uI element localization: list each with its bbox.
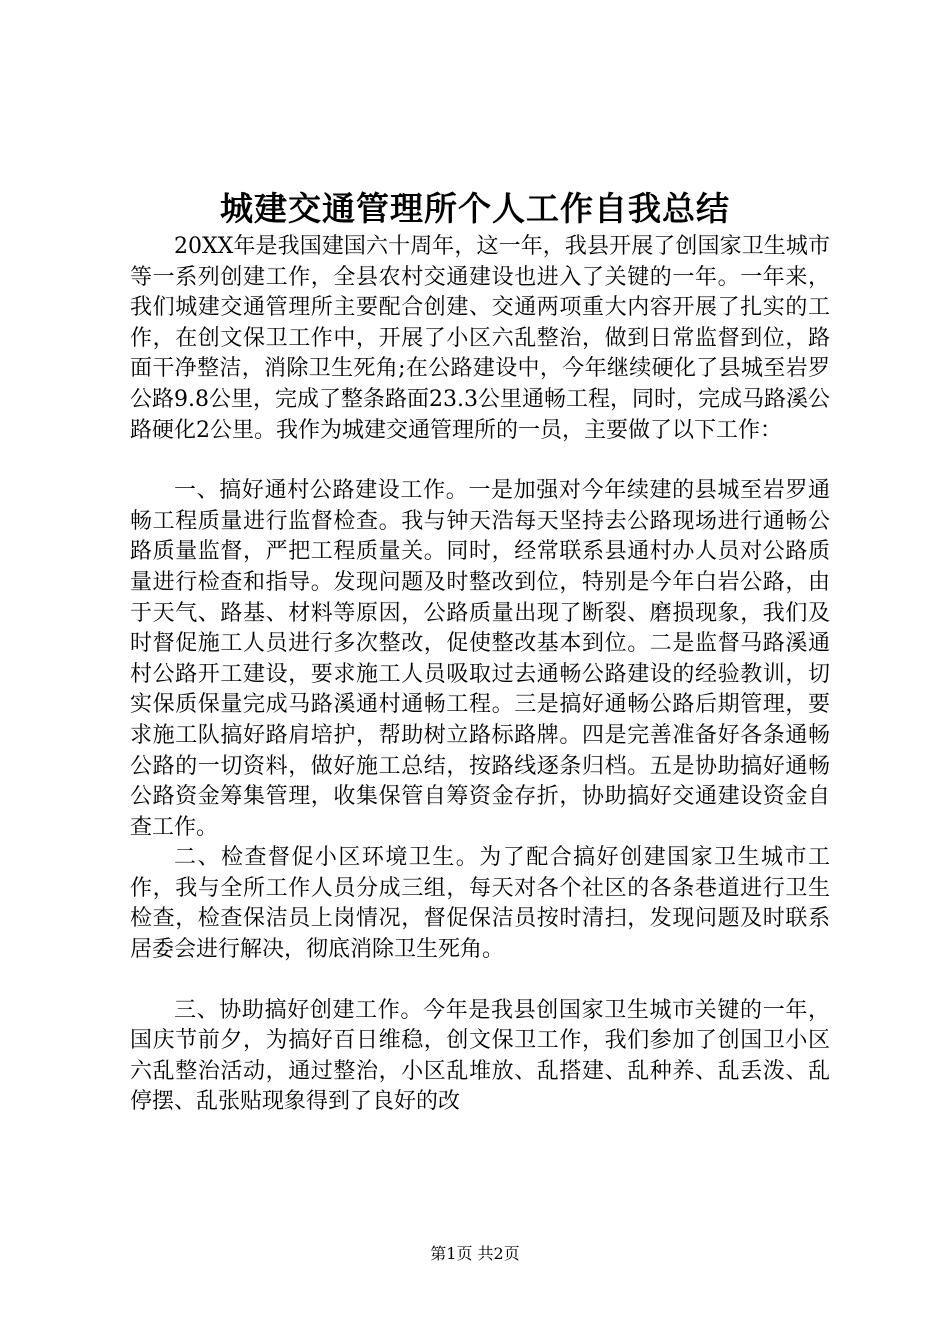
document-title: 城建交通管理所个人工作自我总结: [220, 189, 730, 228]
paragraph-spacer: [130, 446, 830, 476]
document-body: [130, 232, 830, 1118]
section-three-paragraph: 三、协助搞好创建工作。今年是我县创国家卫生城市关键的一年，国庆节前夕，为搞好百日维稳，创文保卫工作，我们参加了创国卫小区六乱整治活动，通过整治，小区乱堆放、乱搭建、乱种养、乱丢泼、乱停摆、乱张贴现象得到了良好的改: [130, 997, 830, 1115]
paragraph-spacer: [130, 966, 830, 996]
section-one-paragraph: 一、搞好通村公路建设工作。一是加强对今年续建的县城至岩罗通畅工程质量进行监督检查。我与钟天浩每天坚持去公路现场进行通畅公路质量监督，严把工程质量关。同时，经常联系县通村办人员对公路质量进行检查和指导。发现问题及时整改到位，特别是今年白岩公路，由于天气、路基、材料等原因，公路质量出现了断裂、磨损现象，我们及时督促施工人员进行多次整改，促使整改基本到位。二是监督马路溪通村公路开工建设，要求施工人员吸取过去通畅公路建设的经验教训，切实保质保量完成马路溪通村通畅工程。三是搞好通畅公路后期管理，要求施工队搞好路肩培护，帮助树立路标路牌。四是完善准备好各条通畅公路的一切资料，做好施工总结，按路线逐条归档。五是协助搞好通畅公路资金筹集管理，收集保管自筹资金存折，协助搞好交通建设资金自查工作。: [130, 478, 830, 840]
intro-paragraph: 20XX年是我国建国六十周年，这一年，我县开展了创国家卫生城市等一系列创建工作，全县农村交通建设也进入了关键的一年。一年来，我们城建交通管理所主要配合创建、交通两项重大内容开展了扎实的工作，在创文保卫工作中，开展了小区六乱整治，做到日常监督到位，路面干净整洁，消除卫生死角;在公路建设中，今年继续硬化了县城至岩罗公路9.8公里，完成了整条路面23.3公里通畅工程，同时，完成马路溪公路硬化2公里。我作为城建交通管理所的一员，主要做了以下工作：: [130, 234, 830, 443]
section-two-paragraph: 二、检查督促小区环境卫生。为了配合搞好创建国家卫生城市工作，我与全所工作人员分成三组，每天对各个社区的各条巷道进行卫生检查，检查保洁员上岗情况，督促保洁员按时清扫，发现问题及时联系居委会进行解决，彻底消除卫生死角。: [130, 845, 830, 963]
page-number-footer: 第1页 共2页: [430, 1244, 520, 1263]
